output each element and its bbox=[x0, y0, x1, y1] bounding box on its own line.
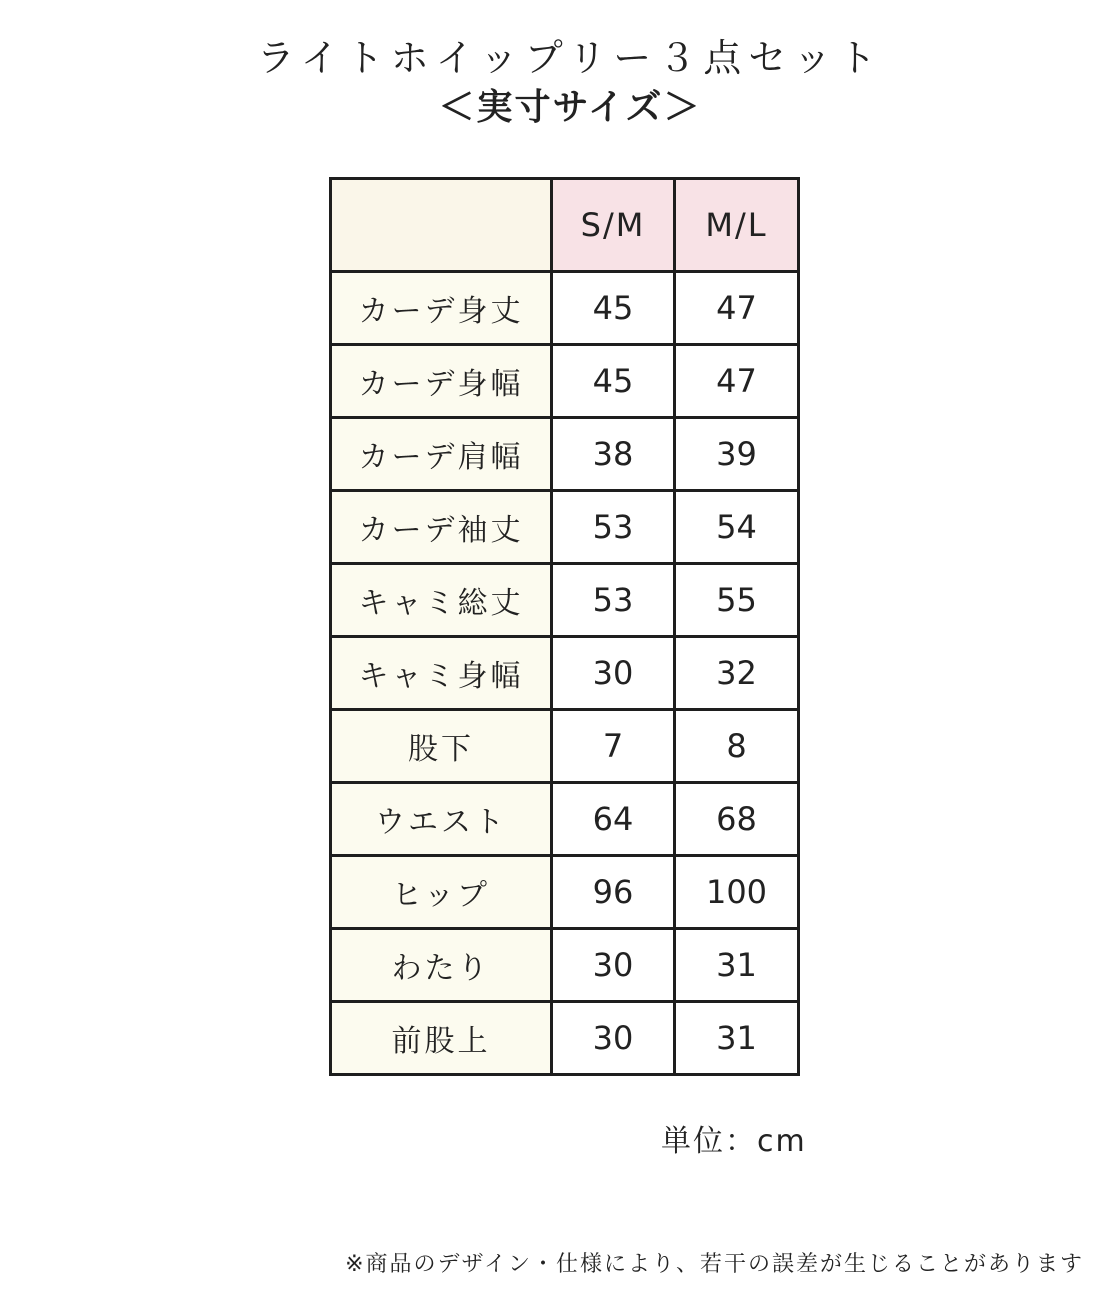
row-label: カーデ身丈 bbox=[331, 272, 552, 345]
value-cell-sm: 45 bbox=[552, 345, 675, 418]
value-cell-sm: 96 bbox=[552, 856, 675, 929]
table-row bbox=[331, 710, 799, 783]
value-cell-ml: 8 bbox=[675, 710, 799, 783]
row-label: キャミ総丈 bbox=[331, 564, 552, 637]
table-row bbox=[331, 929, 799, 1002]
page-subtitle: ＜実寸サイズ＞ bbox=[438, 87, 702, 128]
table-header-row bbox=[331, 179, 799, 272]
row-label: カーデ肩幅 bbox=[331, 418, 552, 491]
table-row bbox=[331, 272, 799, 345]
table-row bbox=[331, 491, 799, 564]
table-row bbox=[331, 418, 799, 491]
table-row bbox=[331, 856, 799, 929]
row-label: カーデ袖丈 bbox=[331, 491, 552, 564]
row-label: わたり bbox=[331, 929, 552, 1002]
row-label: ヒップ bbox=[331, 856, 552, 929]
disclaimer-note: ※商品のデザイン・仕様により、若干の誤差が生じることがあります bbox=[345, 1252, 1084, 1277]
table-row bbox=[331, 637, 799, 710]
value-cell-sm: 30 bbox=[552, 1002, 675, 1075]
table-row bbox=[331, 564, 799, 637]
value-cell-sm: 64 bbox=[552, 783, 675, 856]
value-cell-sm: 38 bbox=[552, 418, 675, 491]
value-cell-ml: 31 bbox=[675, 929, 799, 1002]
table-row bbox=[331, 345, 799, 418]
table-row bbox=[331, 1002, 799, 1075]
row-label: ウエスト bbox=[331, 783, 552, 856]
value-cell-ml: 31 bbox=[675, 1002, 799, 1075]
value-cell-ml: 54 bbox=[675, 491, 799, 564]
value-cell-sm: 53 bbox=[552, 491, 675, 564]
row-label: カーデ身幅 bbox=[331, 345, 552, 418]
value-cell-ml: 39 bbox=[675, 418, 799, 491]
value-cell-ml: 47 bbox=[675, 272, 799, 345]
value-cell-ml: 68 bbox=[675, 783, 799, 856]
value-cell-sm: 53 bbox=[552, 564, 675, 637]
value-cell-sm: 7 bbox=[552, 710, 675, 783]
value-cell-sm: 30 bbox=[552, 929, 675, 1002]
row-label: キャミ身幅 bbox=[331, 637, 552, 710]
unit-label: 単位：cm bbox=[661, 1124, 807, 1159]
row-label: 前股上 bbox=[331, 1002, 552, 1075]
page-title: ライトホイップリー３点セット bbox=[256, 36, 884, 80]
value-cell-sm: 45 bbox=[552, 272, 675, 345]
row-label: 股下 bbox=[331, 710, 552, 783]
table-corner-cell bbox=[331, 179, 552, 272]
column-header-sm: S/M bbox=[552, 179, 675, 272]
column-header-ml: M/L bbox=[675, 179, 799, 272]
value-cell-ml: 55 bbox=[675, 564, 799, 637]
value-cell-ml: 32 bbox=[675, 637, 799, 710]
value-cell-sm: 30 bbox=[552, 637, 675, 710]
table-row bbox=[331, 783, 799, 856]
value-cell-ml: 47 bbox=[675, 345, 799, 418]
size-table bbox=[329, 177, 800, 1076]
value-cell-ml: 100 bbox=[675, 856, 799, 929]
